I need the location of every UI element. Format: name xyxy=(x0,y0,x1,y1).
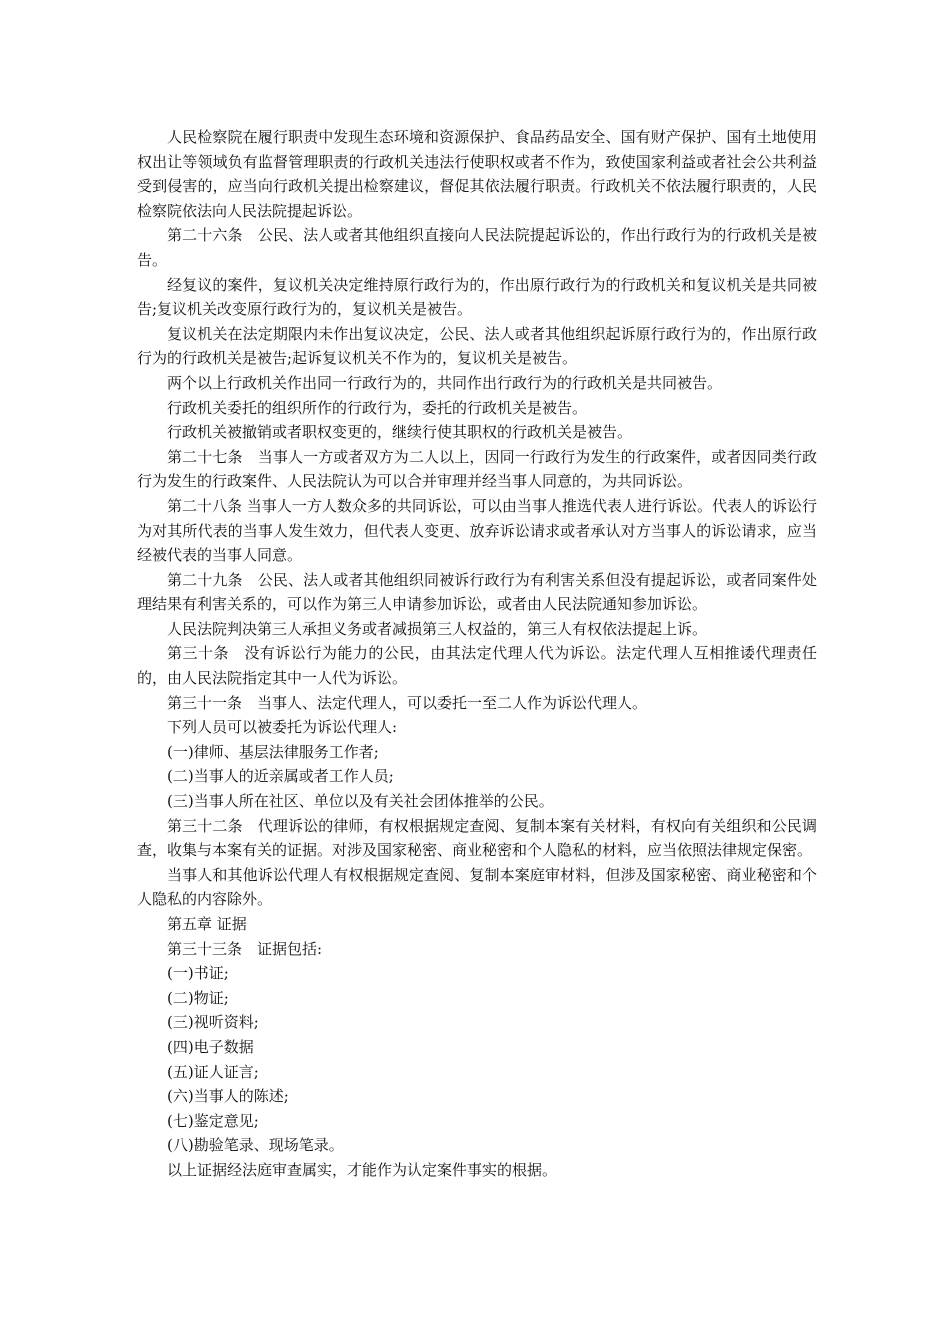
paragraph-article-26: 第二十六条 公民、法人或者其他组织直接向人民法院提起诉讼的，作出行政行为的行政机关是被告。 xyxy=(137,226,817,269)
list-item-evidence-2: (二)物证; xyxy=(167,988,229,1007)
paragraph-article-31: 第三十一条 当事人、法定代理人，可以委托一至二人作为诉讼代理人。 xyxy=(167,693,648,712)
paragraph-article-30: 第三十条 没有诉讼行为能力的公民，由其法定代理人代为诉讼。法定代理人互相推诿代理责任的，由人民法院指定其中一人代为诉讼。 xyxy=(137,644,817,688)
paragraph-agent-list-intro: 下列人员可以被委托为诉讼代理人: xyxy=(167,718,398,737)
paragraph-article-27: 第二十七条 当事人一方或者双方为二人以上，因同一行政行为发生的行政案件，或者因同类行政行为发生的行政案件、人民法院认为可以合并审理并经当事人同意的，为共同诉讼。 xyxy=(137,447,817,491)
paragraph-other-agents: 当事人和其他诉讼代理人有权根据规定查阅、复制本案庭审材料，但涉及国家秘密、商业秘密和个人隐私的内容除外。 xyxy=(137,865,817,909)
list-item-evidence-4: (四)电子数据 xyxy=(167,1037,254,1056)
list-item-evidence-6: (六)当事人的陈述; xyxy=(167,1087,289,1106)
paragraph-revoked-organ: 行政机关被撤销或者职权变更的，继续行使其职权的行政机关是被告。 xyxy=(167,423,633,442)
list-item-agent-2: (二)当事人的近亲属或者工作人员; xyxy=(167,767,394,786)
paragraph-entrusted-organization: 行政机关委托的组织所作的行政行为，委托的行政机关是被告。 xyxy=(167,398,588,417)
paragraph-reconsideration-upheld: 经复议的案件，复议机关决定维持原行政行为的，作出原行政行为的行政机关和复议机关是共同被告;复议机关改变原行政行为的，复议机关是被告。 xyxy=(137,275,817,319)
paragraph-evidence-verification: 以上证据经法庭审查属实，才能作为认定案件事实的根据。 xyxy=(167,1160,558,1179)
list-item-evidence-1: (一)书证; xyxy=(167,964,229,983)
list-item-agent-1: (一)律师、基层法律服务工作者; xyxy=(167,742,379,761)
list-item-evidence-3: (三)视听资料; xyxy=(167,1013,259,1032)
paragraph-joint-defendants: 两个以上行政机关作出同一行政行为的，共同作出行政行为的行政机关是共同被告。 xyxy=(167,373,723,392)
paragraph-procuratorate-suit: 人民检察院在履行职责中发现生态环境和资源保护、食品药品安全、国有财产保护、国有土地使用权出让等领域负有监督管理职责的行政机关违法行使职权或者不作为，致使国家利益或者社会公共利益受到侵害的，应当向行政机关提出检察建议，督促其依法履行职责。行政机关不依法履行职责的，人民检察院依法向人民法院提起诉讼。 xyxy=(137,128,817,220)
paragraph-article-29: 第二十九条 公民、法人或者其他组织同被诉行政行为有利害关系但没有提起诉讼，或者同案件处理结果有利害关系的，可以作为第三人申请参加诉讼，或者由人民法院通知参加诉讼。 xyxy=(137,570,817,614)
paragraph-third-party-appeal: 人民法院判决第三人承担义务或者减损第三人权益的，第三人有权依法提起上诉。 xyxy=(167,619,708,638)
document-body xyxy=(137,125,817,1183)
paragraph-article-32: 第三十二条 代理诉讼的律师，有权根据规定查阅、复制本案有关材料，有权向有关组织和公民调查，收集与本案有关的证据。对涉及国家秘密、商业秘密和个人隐私的材料，应当依照法律规定保密。 xyxy=(137,816,817,860)
paragraph-article-28: 第二十八条 当事人一方人数众多的共同诉讼，可以由当事人推选代表人进行诉讼。代表人的诉讼行为对其所代表的当事人发生效力，但代表人变更、放弃诉讼请求或者承认对方当事人的诉讼请求，应当经被代表的当事人同意。 xyxy=(137,496,817,565)
paragraph-reconsideration-overdue: 复议机关在法定期限内未作出复议决定，公民、法人或者其他组织起诉原行政行为的，作出原行政行为的行政机关是被告;起诉复议机关不作为的，复议机关是被告。 xyxy=(137,324,817,368)
list-item-evidence-8: (八)勘验笔录、现场笔录。 xyxy=(167,1136,344,1155)
chapter-heading-evidence: 第五章 证据 xyxy=(167,915,247,933)
list-item-evidence-5: (五)证人证言; xyxy=(167,1062,259,1081)
list-item-agent-3: (三)当事人所在社区、单位以及有关社会团体推举的公民。 xyxy=(167,792,554,811)
list-item-evidence-7: (七)鉴定意见; xyxy=(167,1111,259,1130)
paragraph-article-33: 第三十三条 证据包括: xyxy=(167,939,323,958)
